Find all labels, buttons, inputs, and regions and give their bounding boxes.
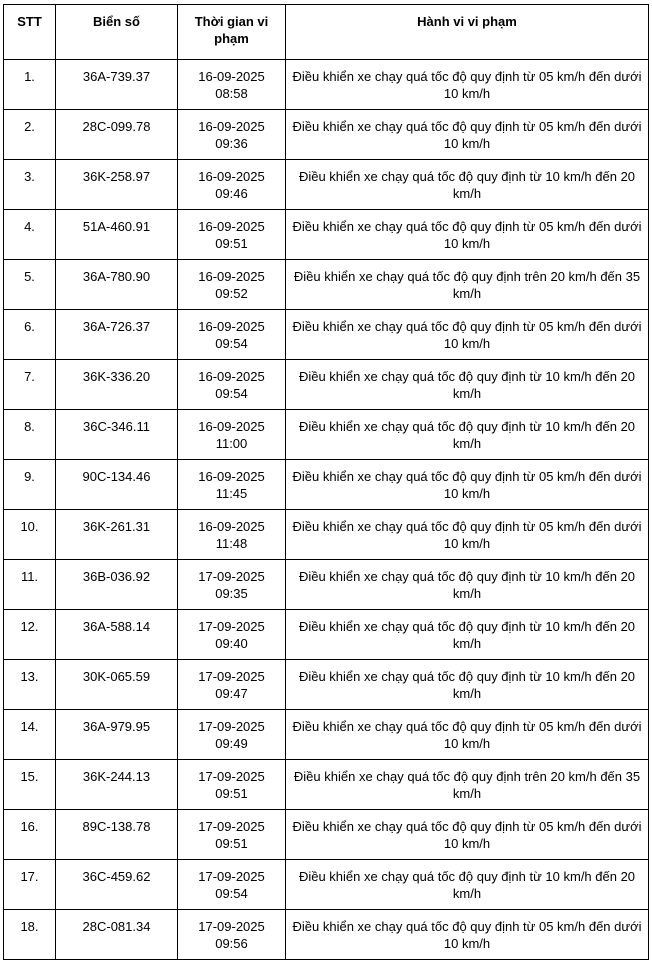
- table-row: [4, 110, 649, 160]
- time-cell: 17-09-2025 09:56: [178, 910, 286, 960]
- violation-cell: Điều khiển xe chạy quá tốc độ quy định từ 05 km/h đến dưới 10 km/h: [286, 60, 649, 110]
- time-cell: 16-09-2025 11:48: [178, 510, 286, 560]
- violation-cell: Điều khiển xe chạy quá tốc độ quy định từ 10 km/h đến 20 km/h: [286, 360, 649, 410]
- row-index-cell: 16.: [4, 810, 56, 860]
- time-cell: 17-09-2025 09:51: [178, 810, 286, 860]
- violation-cell: Điều khiển xe chạy quá tốc độ quy định từ 05 km/h đến dưới 10 km/h: [286, 460, 649, 510]
- row-index-cell: 3.: [4, 160, 56, 210]
- violation-cell: Điều khiển xe chạy quá tốc độ quy định từ 05 km/h đến dưới 10 km/h: [286, 910, 649, 960]
- row-index-cell: 4.: [4, 210, 56, 260]
- table-row: [4, 460, 649, 510]
- violation-cell: Điều khiển xe chạy quá tốc độ quy định từ 10 km/h đến 20 km/h: [286, 560, 649, 610]
- header-cell-stt: STT: [4, 5, 56, 60]
- plate-cell: 30K-065.59: [56, 660, 178, 710]
- plate-cell: 51A-460.91: [56, 210, 178, 260]
- violation-cell: Điều khiển xe chạy quá tốc độ quy định từ 05 km/h đến dưới 10 km/h: [286, 210, 649, 260]
- row-index-cell: 18.: [4, 910, 56, 960]
- time-cell: 17-09-2025 09:47: [178, 660, 286, 710]
- time-cell: 16-09-2025 09:46: [178, 160, 286, 210]
- plate-cell: 36B-036.92: [56, 560, 178, 610]
- plate-cell: 36A-726.37: [56, 310, 178, 360]
- row-index-cell: 15.: [4, 760, 56, 810]
- violations-table: [3, 4, 649, 960]
- time-cell: 16-09-2025 09:52: [178, 260, 286, 310]
- violation-cell: Điều khiển xe chạy quá tốc độ quy định từ 05 km/h đến dưới 10 km/h: [286, 810, 649, 860]
- header-cell-time: Thời gian vi phạm: [178, 5, 286, 60]
- table-row: [4, 660, 649, 710]
- header-cell-violation: Hành vi vi phạm: [286, 5, 649, 60]
- time-cell: 17-09-2025 09:51: [178, 760, 286, 810]
- row-index-cell: 17.: [4, 860, 56, 910]
- header-cell-plate: Biển số: [56, 5, 178, 60]
- plate-cell: 36K-336.20: [56, 360, 178, 410]
- row-index-cell: 1.: [4, 60, 56, 110]
- table-row: [4, 60, 649, 110]
- table-header: [4, 5, 649, 60]
- row-index-cell: 10.: [4, 510, 56, 560]
- time-cell: 16-09-2025 11:00: [178, 410, 286, 460]
- plate-cell: 36K-244.13: [56, 760, 178, 810]
- table-row: [4, 910, 649, 960]
- row-index-cell: 7.: [4, 360, 56, 410]
- time-cell: 16-09-2025 09:54: [178, 360, 286, 410]
- violation-cell: Điều khiển xe chạy quá tốc độ quy định từ 05 km/h đến dưới 10 km/h: [286, 110, 649, 160]
- table-row: [4, 210, 649, 260]
- table-row: [4, 860, 649, 910]
- table-row: [4, 810, 649, 860]
- row-index-cell: 11.: [4, 560, 56, 610]
- table-row: [4, 360, 649, 410]
- time-cell: 16-09-2025 09:51: [178, 210, 286, 260]
- violation-cell: Điều khiển xe chạy quá tốc độ quy định từ 10 km/h đến 20 km/h: [286, 160, 649, 210]
- row-index-cell: 13.: [4, 660, 56, 710]
- time-cell: 16-09-2025 09:36: [178, 110, 286, 160]
- table-row: [4, 310, 649, 360]
- time-cell: 16-09-2025 08:58: [178, 60, 286, 110]
- plate-cell: 36A-979.95: [56, 710, 178, 760]
- table-body: [4, 60, 649, 960]
- table-row: [4, 560, 649, 610]
- plate-cell: 36K-258.97: [56, 160, 178, 210]
- table-row: [4, 710, 649, 760]
- plate-cell: 90C-134.46: [56, 460, 178, 510]
- plate-cell: 36K-261.31: [56, 510, 178, 560]
- table-row: [4, 760, 649, 810]
- plate-cell: 28C-081.34: [56, 910, 178, 960]
- plate-cell: 36A-588.14: [56, 610, 178, 660]
- table-row: [4, 510, 649, 560]
- table-row: [4, 260, 649, 310]
- violation-cell: Điều khiển xe chạy quá tốc độ quy định từ 05 km/h đến dưới 10 km/h: [286, 510, 649, 560]
- time-cell: 17-09-2025 09:35: [178, 560, 286, 610]
- table-row: [4, 610, 649, 660]
- time-cell: 17-09-2025 09:40: [178, 610, 286, 660]
- plate-cell: 36C-346.11: [56, 410, 178, 460]
- row-index-cell: 8.: [4, 410, 56, 460]
- table-row: [4, 160, 649, 210]
- row-index-cell: 2.: [4, 110, 56, 160]
- row-index-cell: 12.: [4, 610, 56, 660]
- violation-cell: Điều khiển xe chạy quá tốc độ quy định từ 05 km/h đến dưới 10 km/h: [286, 710, 649, 760]
- violation-cell: Điều khiển xe chạy quá tốc độ quy định từ 10 km/h đến 20 km/h: [286, 860, 649, 910]
- time-cell: 16-09-2025 11:45: [178, 460, 286, 510]
- time-cell: 16-09-2025 09:54: [178, 310, 286, 360]
- violation-cell: Điều khiển xe chạy quá tốc độ quy định từ 05 km/h đến dưới 10 km/h: [286, 310, 649, 360]
- time-cell: 17-09-2025 09:54: [178, 860, 286, 910]
- row-index-cell: 14.: [4, 710, 56, 760]
- plate-cell: 36A-780.90: [56, 260, 178, 310]
- plate-cell: 36A-739.37: [56, 60, 178, 110]
- violation-cell: Điều khiển xe chạy quá tốc độ quy định từ 10 km/h đến 20 km/h: [286, 410, 649, 460]
- violation-cell: Điều khiển xe chạy quá tốc độ quy định từ 10 km/h đến 20 km/h: [286, 660, 649, 710]
- row-index-cell: 5.: [4, 260, 56, 310]
- violation-cell: Điều khiển xe chạy quá tốc độ quy định từ 10 km/h đến 20 km/h: [286, 610, 649, 660]
- plate-cell: 89C-138.78: [56, 810, 178, 860]
- table-row: [4, 410, 649, 460]
- plate-cell: 36C-459.62: [56, 860, 178, 910]
- row-index-cell: 9.: [4, 460, 56, 510]
- row-index-cell: 6.: [4, 310, 56, 360]
- plate-cell: 28C-099.78: [56, 110, 178, 160]
- time-cell: 17-09-2025 09:49: [178, 710, 286, 760]
- header-row: [4, 5, 649, 60]
- violation-cell: Điều khiển xe chạy quá tốc độ quy định trên 20 km/h đến 35 km/h: [286, 260, 649, 310]
- violation-cell: Điều khiển xe chạy quá tốc độ quy định trên 20 km/h đến 35 km/h: [286, 760, 649, 810]
